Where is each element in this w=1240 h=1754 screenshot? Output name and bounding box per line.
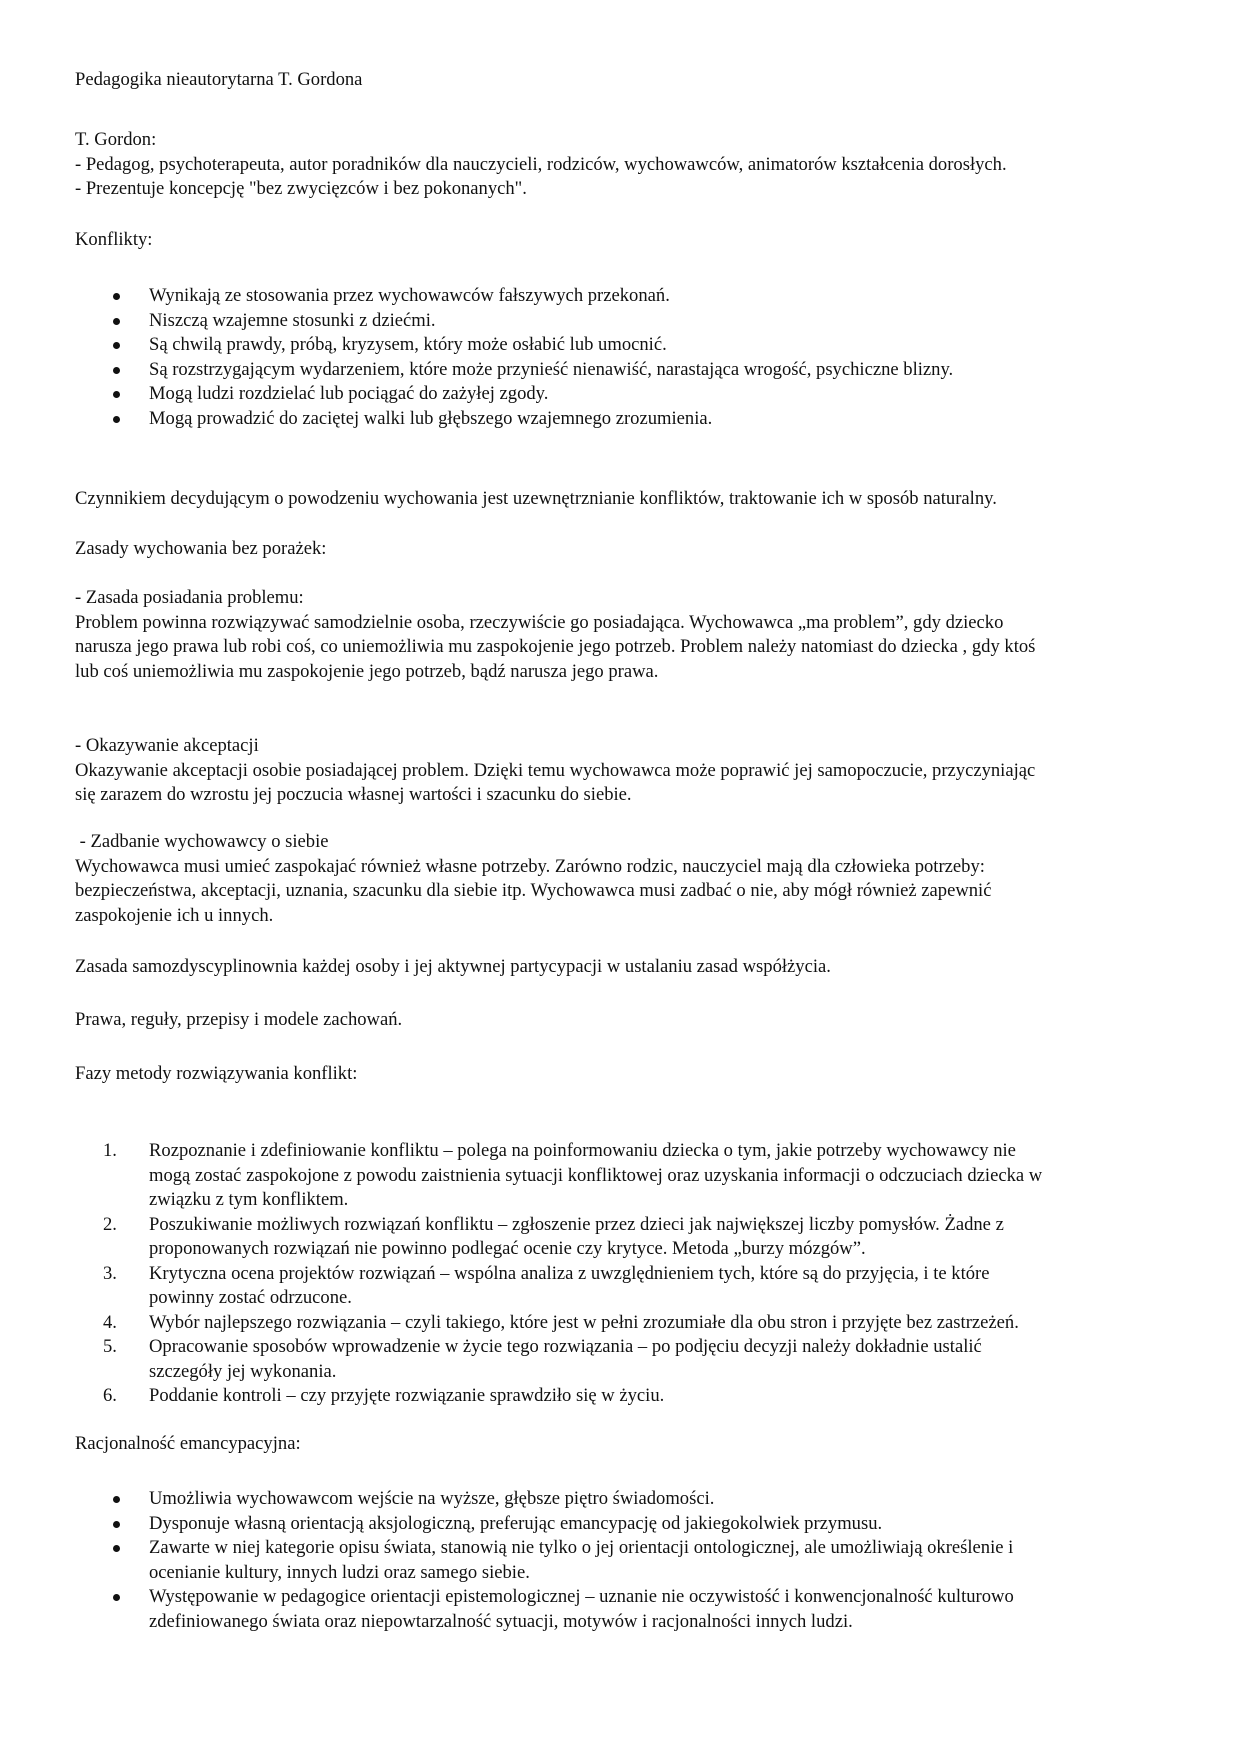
konflikty-list bbox=[75, 284, 1165, 431]
samodyscyplina-paragraph: Zasada samozdyscyplinownia każdej osoby i jej aktywnej partycypacji w ustalaniu zasad współżycia. bbox=[75, 956, 831, 977]
list-item: 6. Poddanie kontroli – czy przyjęte rozwiązanie sprawdziło się w życiu. bbox=[75, 1384, 1165, 1409]
list-item: Występowanie w pedagogice orientacji epistemologicznej – uznanie nie oczywistość i konwencjonalność kulturowo zdefiniowanego świata oraz niepowtarzalność sytuacji, motywów i racjonalności innych ludzi. bbox=[75, 1585, 1165, 1634]
list-item: Dysponuje własną orientacją aksjologiczną, preferując emancypację od jakiegokolwiek przymusu. bbox=[75, 1512, 1165, 1537]
zasady-heading: Zasady wychowania bez porażek: bbox=[75, 538, 327, 559]
item-number: 2. bbox=[103, 1213, 117, 1235]
bullet-icon bbox=[113, 416, 120, 423]
list-item: Niszczą wzajemne stosunki z dziećmi. bbox=[75, 309, 1165, 334]
item-number: 3. bbox=[103, 1262, 117, 1284]
gordon-line: - Prezentuje koncepcję "bez zwycięzców i bez pokonanych". bbox=[75, 178, 527, 199]
racjonalnosc-list bbox=[75, 1487, 1165, 1634]
list-item: Wynikają ze stosowania przez wychowawców fałszywych przekonań. bbox=[75, 284, 1165, 309]
list-item: Mogą ludzi rozdzielać lub pociągać do zażyłej zgody. bbox=[75, 382, 1165, 407]
zasada-okazywanie-akceptacji: - Okazywanie akceptacji Okazywanie akceptacji osobie posiadającej problem. Dzięki temu wychowawca może poprawić jej samopoczucie, przyczyniając się zarazem do wzrostu jej poczucia własnej wartości i szacunku do siebie. bbox=[75, 734, 1165, 808]
zasada-heading: - Zasada posiadania problemu: bbox=[75, 587, 304, 608]
list-item: 3. Krytyczna ocena projektów rozwiązań – wspólna analiza z uwzględnieniem tych, które są do przyjęcia, i te które powinny zostać odrzucone. bbox=[103, 1262, 990, 1308]
list-item: Zawarte w niej kategorie opisu świata, stanowią nie tylko o jej orientacji ontologicznej, ale umożliwiają określenie i ocenianie kultury, innych ludzi oraz samego siebie. bbox=[75, 1536, 1165, 1585]
fazy-list bbox=[75, 1139, 1165, 1409]
item-number: 1. bbox=[103, 1140, 117, 1161]
bullet-icon bbox=[113, 1594, 120, 1601]
fazy-heading: Fazy metody rozwiązywania konflikt: bbox=[75, 1063, 358, 1084]
document-title: Pedagogika nieautorytarna T. Gordona bbox=[75, 69, 363, 90]
bullet-icon bbox=[113, 1545, 120, 1552]
konflikty-heading: Konflikty: bbox=[75, 229, 153, 250]
list-item: Są chwilą prawdy, próbą, kryzysem, który może osłabić lub umocnić. bbox=[75, 333, 1165, 358]
zasada-heading: - Zadbanie wychowawcy o siebie bbox=[75, 831, 329, 852]
list-item: Mogą prowadzić do zaciętej walki lub głębszego wzajemnego zrozumienia. bbox=[75, 407, 1165, 432]
bullet-icon bbox=[113, 1496, 120, 1503]
bullet-icon bbox=[113, 318, 120, 325]
bullet-icon bbox=[113, 293, 120, 300]
prawa-paragraph: Prawa, reguły, przepisy i modele zachowań. bbox=[75, 1009, 403, 1030]
bullet-icon bbox=[113, 367, 120, 374]
bullet-icon bbox=[113, 342, 120, 349]
item-number: 5. bbox=[103, 1336, 117, 1357]
list-item: 4. Wybór najlepszego rozwiązania – czyli takiego, które jest w pełni zrozumiałe dla obu stron i przyjęte bez zastrzeżeń. bbox=[75, 1311, 1165, 1336]
list-item: 2. Poszukiwanie możliwych rozwiązań konfliktu – zgłoszenie przez dzieci jak największej liczby pomysłów. Żadne z proponowanych rozwiązań nie powinno podlegać ocenie czy krytyce. Metoda „burzy mózgów”. bbox=[103, 1213, 1004, 1259]
item-number: 6. bbox=[103, 1385, 117, 1406]
racjonalnosc-heading: Racjonalność emancypacyjna: bbox=[75, 1433, 301, 1454]
gordon-line: - Pedagog, psychoterapeuta, autor poradników dla nauczycieli, rodziców, wychowawców, animatorów kształcenia dorosłych. bbox=[75, 153, 1007, 175]
zasada-heading: - Okazywanie akceptacji bbox=[75, 735, 259, 756]
list-item: Są rozstrzygającym wydarzeniem, które może przynieść nienawiść, narastająca wrogość, psychiczne blizny. bbox=[75, 358, 1165, 383]
item-number: 4. bbox=[103, 1311, 117, 1333]
bullet-icon bbox=[113, 391, 120, 398]
list-item: Umożliwia wychowawcom wejście na wyższe, głębsze piętro świadomości. bbox=[75, 1487, 1165, 1512]
czynnikiem-paragraph: Czynnikiem decydującym o powodzeniu wychowania jest uzewnętrznianie konfliktów, traktowanie ich w sposób naturalny. bbox=[75, 488, 997, 509]
gordon-section bbox=[75, 128, 1165, 202]
gordon-heading: T. Gordon: bbox=[75, 129, 157, 150]
zasada-posiadania-problemu: - Zasada posiadania problemu: Problem powinna rozwiązywać samodzielnie osoba, rzeczywiście go posiadająca. Wychowawca „ma problem”, gdy dziecko narusza jego prawa lub robi coś, co uniemożliwia mu zaspokojenie jego potrzeb. Problem należy natomiast do dziecka , gdy ktoś lub coś uniemożliwia mu zaspokojenie jego potrzeb, bądź narusza jego prawa. bbox=[75, 586, 1165, 684]
list-item: 1. Rozpoznanie i zdefiniowanie konfliktu – polega na poinformowaniu dziecka o tym, jakie potrzeby wychowawcy nie mogą zostać zaspokojone z powodu zaistnienia sytuacji konfliktowej oraz uzyskania informacji o odczuciach dziecka w związku z tym konfliktem. bbox=[103, 1140, 1043, 1210]
list-item: 5. Opracowanie sposobów wprowadzenie w życie tego rozwiązania – po podjęciu decyzji należy dokładnie ustalić szczegóły jej wykonania. bbox=[103, 1336, 982, 1382]
zasada-zadbanie-o-siebie: - Zadbanie wychowawcy o siebie Wychowawca musi umieć zaspokajać również własne potrzeby. Zarówno rodzic, nauczyciel mają dla człowieka potrzeby: bezpieczeństwa, akceptacji, uznania, szacunku dla siebie itp. Wychowawca musi zadbać o nie, aby mógł również zapewnić zaspokojenie ich u innych. bbox=[75, 830, 1165, 928]
bullet-icon bbox=[113, 1521, 120, 1528]
